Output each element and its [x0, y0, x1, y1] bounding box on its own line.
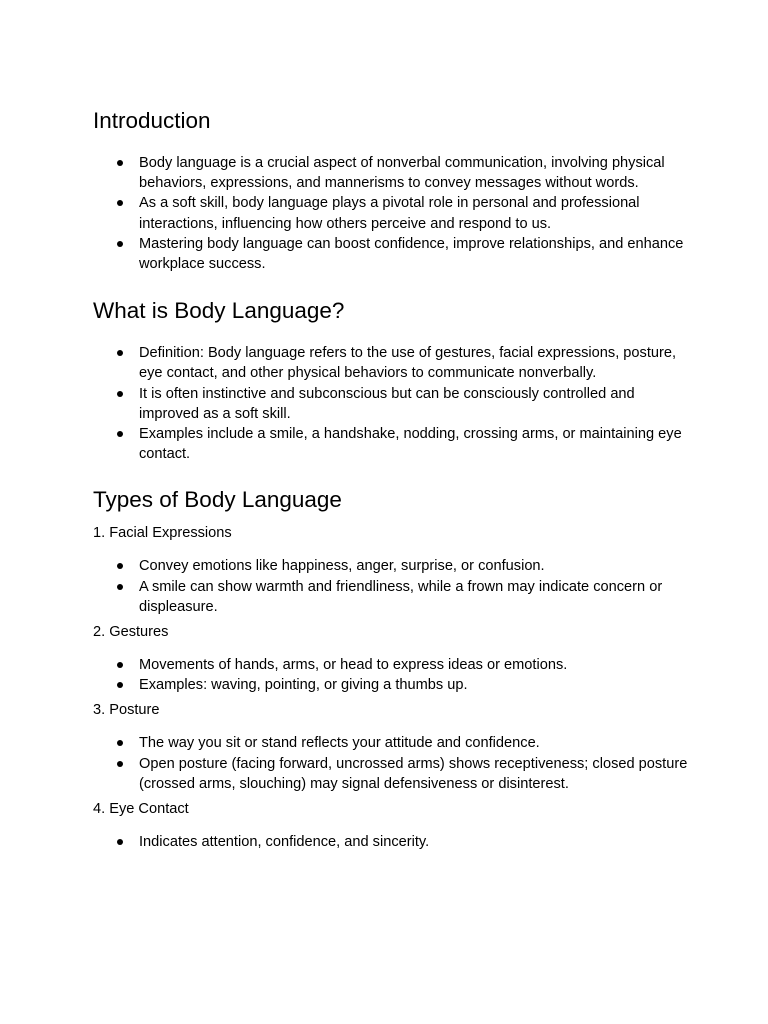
list-item: Mastering body language can boost confidence, improve relationships, and enhance workplace success.: [93, 234, 693, 274]
posture-list: [93, 733, 693, 794]
section-heading-what-is-body-language: What is Body Language?: [93, 298, 345, 324]
subheading-posture: 3. Posture: [93, 702, 160, 719]
list-item: It is often instinctive and subconscious but can be consciously controlled and improved as a soft skill.: [93, 384, 693, 424]
list-item: Body language is a crucial aspect of nonverbal communication, involving physical behaviors, expressions, and mannerisms to convey messages without words.: [93, 153, 693, 193]
list-item: Examples: waving, pointing, or giving a thumbs up.: [93, 675, 693, 695]
eye-contact-list: [93, 832, 693, 852]
list-item: The way you sit or stand reflects your attitude and confidence.: [93, 733, 693, 753]
list-item: Convey emotions like happiness, anger, surprise, or confusion.: [93, 556, 693, 576]
list-item: Indicates attention, confidence, and sincerity.: [93, 832, 693, 852]
section-heading-types-of-body-language: Types of Body Language: [93, 487, 342, 513]
introduction-list: [93, 153, 693, 274]
list-item: Examples include a smile, a handshake, nodding, crossing arms, or maintaining eye contact.: [93, 424, 693, 464]
document-page: [93, 106, 693, 852]
subheading-eye-contact: 4. Eye Contact: [93, 801, 189, 818]
list-item: Open posture (facing forward, uncrossed arms) shows receptiveness; closed posture (crossed arms, slouching) may signal defensiveness or disinterest.: [93, 754, 693, 794]
section-heading-introduction: Introduction: [93, 108, 211, 133]
facial-expressions-list: [93, 556, 693, 617]
gestures-list: [93, 655, 693, 695]
list-item: A smile can show warmth and friendliness, while a frown may indicate concern or displeasure.: [93, 577, 693, 617]
subheading-facial-expressions: 1. Facial Expressions: [93, 525, 232, 542]
subheading-gestures: 2. Gestures: [93, 624, 169, 641]
list-item: As a soft skill, body language plays a pivotal role in personal and professional interactions, influencing how others perceive and respond to us.: [93, 193, 693, 233]
what-is-body-language-list: [93, 343, 693, 464]
list-item: Movements of hands, arms, or head to express ideas or emotions.: [93, 655, 693, 675]
list-item: Definition: Body language refers to the use of gestures, facial expressions, posture, eye contact, and other physical behaviors to communicate nonverbally.: [93, 343, 693, 383]
